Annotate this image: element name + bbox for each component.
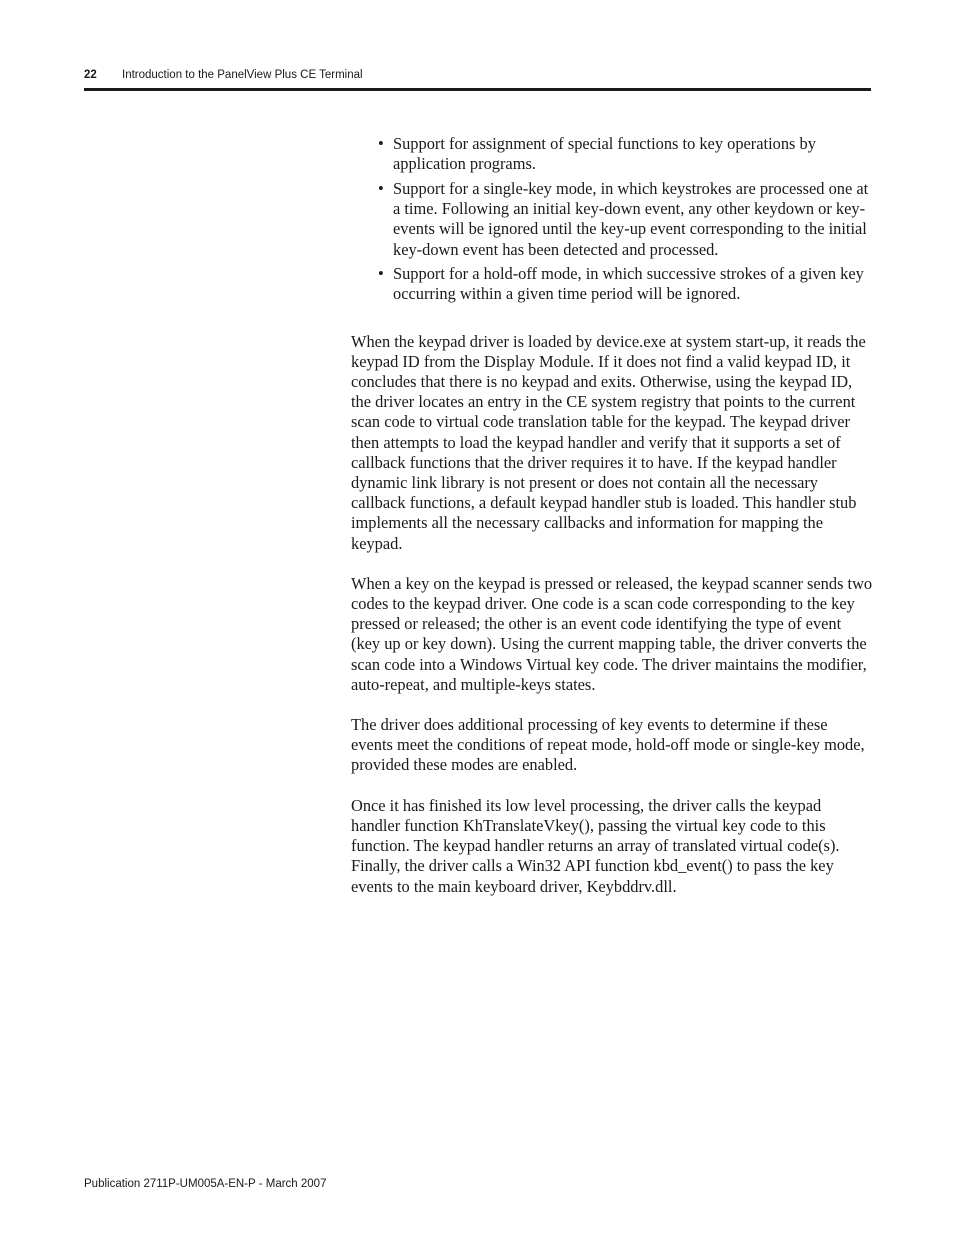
list-item-text: Support for a hold-off mode, in which successive strokes of a given key occurring within a given time period will be ignored.	[393, 264, 864, 304]
page-footer: Publication 2711P-UM005A-EN-P - March 2007	[84, 1178, 327, 1190]
list-item-text: Support for assignment of special functions to key operations by application programs.	[393, 134, 816, 174]
bullet-icon: •	[378, 134, 384, 153]
paragraph-handler-function: Once it has finished its low level processing, the driver calls the keypad handler function KhTranslateVkey(), passing the virtual key code to this function. The keypad handler returns an array of translated virtual code(s). Finally, the driver calls a Win32 API function kbd_event() to pass the key events to the main keyboard driver, Keybddrv.dll.	[351, 795, 840, 896]
body-content	[351, 134, 873, 897]
paragraph-key-press: When a key on the keypad is pressed or released, the keypad scanner sends two codes to the keypad driver. One code is a scan code corresponding to the key pressed or released; the other is an event code identifying the type of event (key up or key down). Using the current mapping table, the driver converts the scan code into a Windows Virtual key code. The driver maintains the modifier, auto-repeat, and multiple-keys states.	[351, 573, 873, 694]
page-header	[84, 66, 871, 84]
header-rule	[84, 88, 871, 91]
paragraph-driver-loading: When the keypad driver is loaded by device.exe at system start-up, it reads the keypad ID from the Display Module. If it does not find a valid keypad ID, it concludes that there is no keypad and exits. Otherwise, using the keypad ID, the driver locates an entry in the CE system registry that points to the current scan code to virtual code translation table for the keypad. The keypad driver then attempts to load the keypad handler and verify that it supports a set of callback functions that the driver requires it to have. If the keypad handler dynamic link library is not present or does not contain all the necessary callback functions, a default keypad handler stub is loaded. This handler stub implements all the necessary callbacks and information for mapping the keypad.	[351, 331, 866, 553]
bullet-icon: •	[378, 178, 384, 198]
bullet-icon: •	[378, 264, 384, 284]
list-item	[351, 179, 873, 260]
list-item	[351, 134, 873, 174]
paragraph-additional-processing: The driver does additional processing of key events to determine if these events meet the conditions of repeat mode, hold-off mode or single-key mode, provided these modes are enabled.	[351, 715, 865, 775]
page-number: 22	[84, 69, 97, 81]
feature-list	[351, 134, 873, 305]
list-item-text: Support for a single-key mode, in which keystrokes are processed one at a time. Following an initial key-down event, any other keydown or key-events will be ignored until the key-up event corresponding to the initial key-down event has been detected and processed.	[393, 178, 869, 259]
list-item	[351, 264, 873, 304]
running-title: Introduction to the PanelView Plus CE Terminal	[122, 69, 363, 81]
